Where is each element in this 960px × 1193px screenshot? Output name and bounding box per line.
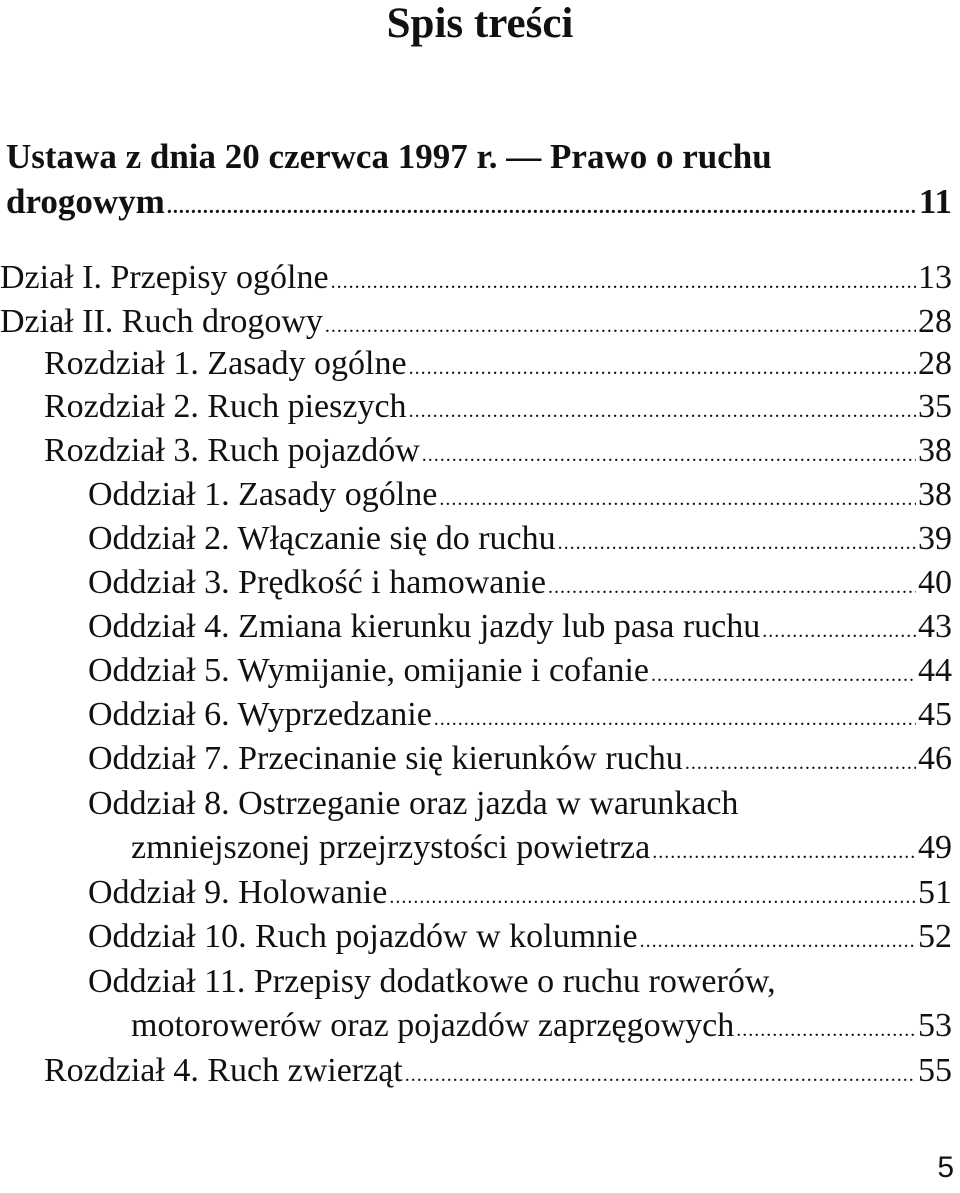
- toc-entry-oddzial-1[interactable]: [88, 473, 952, 517]
- page-ref: 52: [918, 918, 952, 955]
- toc-act-title-line2[interactable]: [6, 180, 952, 224]
- toc-entry-rozdzial-4[interactable]: [44, 1049, 952, 1093]
- toc-entry-text: Oddział 11. Przepisy dodatkowe o ruchu rowerów,: [88, 963, 776, 1000]
- dot-leader: [685, 741, 916, 785]
- toc-entry-oddzial-9[interactable]: [88, 871, 952, 915]
- dot-leader: [640, 919, 916, 963]
- toc-entry-rozdzial-3[interactable]: [44, 429, 952, 473]
- toc-entry-oddzial-8[interactable]: [88, 782, 952, 826]
- toc-entry-oddzial-6[interactable]: [88, 693, 952, 737]
- toc-entry-text: Rozdział 2. Ruch pieszych: [44, 388, 407, 425]
- toc-entry-oddzial-8-cont[interactable]: [131, 826, 952, 870]
- page-ref: 51: [918, 874, 952, 911]
- toc-entry-oddzial-4[interactable]: [88, 605, 952, 649]
- page-ref: 39: [918, 520, 952, 557]
- toc-entry-text: Oddział 6. Wyprzedzanie: [88, 696, 432, 733]
- page-ref: 40: [918, 564, 952, 601]
- toc-entry-rozdzial-2[interactable]: [44, 385, 952, 429]
- toc-entry-dzial-1[interactable]: [0, 256, 952, 300]
- toc-entry-text: Oddział 8. Ostrzeganie oraz jazda w warunkach: [88, 785, 739, 822]
- toc-entry-rozdzial-1[interactable]: [44, 342, 952, 386]
- toc-act-title-text-cont: drogowym: [6, 182, 165, 221]
- dot-leader: [439, 477, 916, 521]
- toc-act-title-text: Ustawa z dnia 20 czerwca 1997 r. — Prawo o ruchu: [6, 137, 772, 176]
- toc-entry-text: Rozdział 1. Zasady ogólne: [44, 345, 407, 382]
- toc-entry-oddzial-10[interactable]: [88, 915, 952, 959]
- toc-entry-text: Dział II. Ruch drogowy: [0, 303, 323, 340]
- page-title: Spis treści: [386, 0, 574, 47]
- toc-entry-text: Oddział 9. Holowanie: [88, 874, 388, 911]
- page-ref: 43: [918, 608, 952, 645]
- toc-entry-text: Oddział 3. Prędkość i hamowanie: [88, 564, 546, 601]
- toc-entry-text: Oddział 2. Włączanie się do ruchu: [88, 520, 556, 557]
- toc-entry-text: Oddział 5. Wymijanie, omijanie i cofanie: [88, 652, 649, 689]
- page-ref: 45: [918, 696, 952, 733]
- dot-leader: [409, 346, 916, 390]
- page-ref: 44: [918, 652, 952, 689]
- toc-entry-text-cont: zmniejszonej przejrzystości powietrza: [131, 829, 651, 866]
- toc-entry-text: Rozdział 3. Ruch pojazdów: [44, 432, 420, 469]
- dot-leader: [409, 389, 916, 433]
- dot-leader: [331, 260, 916, 304]
- dot-leader: [762, 609, 916, 653]
- toc-entry-oddzial-7[interactable]: [88, 737, 952, 781]
- dot-leader: [736, 1008, 916, 1052]
- dot-leader: [434, 697, 916, 741]
- dot-leader: [405, 1053, 916, 1097]
- toc-entry-oddzial-11-cont[interactable]: [131, 1004, 952, 1048]
- toc-entry-text: Oddział 10. Ruch pojazdów w kolumnie: [88, 918, 638, 955]
- dot-leader: [652, 830, 916, 874]
- dot-leader: [389, 875, 916, 919]
- dot-leader: [167, 185, 917, 229]
- page-ref: 35: [918, 388, 952, 425]
- page-ref: 38: [918, 476, 952, 513]
- dot-leader: [651, 653, 916, 697]
- toc-entry-text: Oddział 1. Zasady ogólne: [88, 476, 438, 513]
- page-ref: 28: [918, 345, 952, 382]
- dot-leader: [422, 433, 916, 477]
- page-ref: 46: [918, 740, 952, 777]
- dot-leader: [548, 565, 916, 609]
- toc-entry-text: Oddział 7. Przecinanie się kierunków ruchu: [88, 740, 683, 777]
- page-ref: 49: [918, 829, 952, 866]
- toc-entry-text: Oddział 4. Zmiana kierunku jazdy lub pasa ruchu: [88, 608, 761, 645]
- page-ref: 55: [918, 1052, 952, 1089]
- page-ref: 28: [918, 303, 952, 340]
- toc-entry-oddzial-5[interactable]: [88, 649, 952, 693]
- page-ref: 13: [918, 259, 952, 296]
- toc-entry-text-cont: motorowerów oraz pojazdów zaprzęgowych: [131, 1007, 735, 1044]
- toc-entry-dzial-2[interactable]: [0, 300, 952, 344]
- toc-entry-oddzial-11[interactable]: [88, 960, 952, 1004]
- dot-leader: [558, 521, 916, 565]
- page-ref: 53: [918, 1007, 952, 1044]
- page-ref: 38: [918, 432, 952, 469]
- toc-entry-text: Rozdział 4. Ruch zwierząt: [44, 1052, 403, 1089]
- toc-entry-oddzial-2[interactable]: [88, 517, 952, 561]
- page-number: 5: [937, 1151, 954, 1184]
- toc-entry-text: Dział I. Przepisy ogólne: [0, 259, 329, 296]
- toc-act-title-line1[interactable]: [6, 135, 952, 179]
- toc-entry-oddzial-3[interactable]: [88, 561, 952, 605]
- page-ref: 11: [918, 182, 952, 221]
